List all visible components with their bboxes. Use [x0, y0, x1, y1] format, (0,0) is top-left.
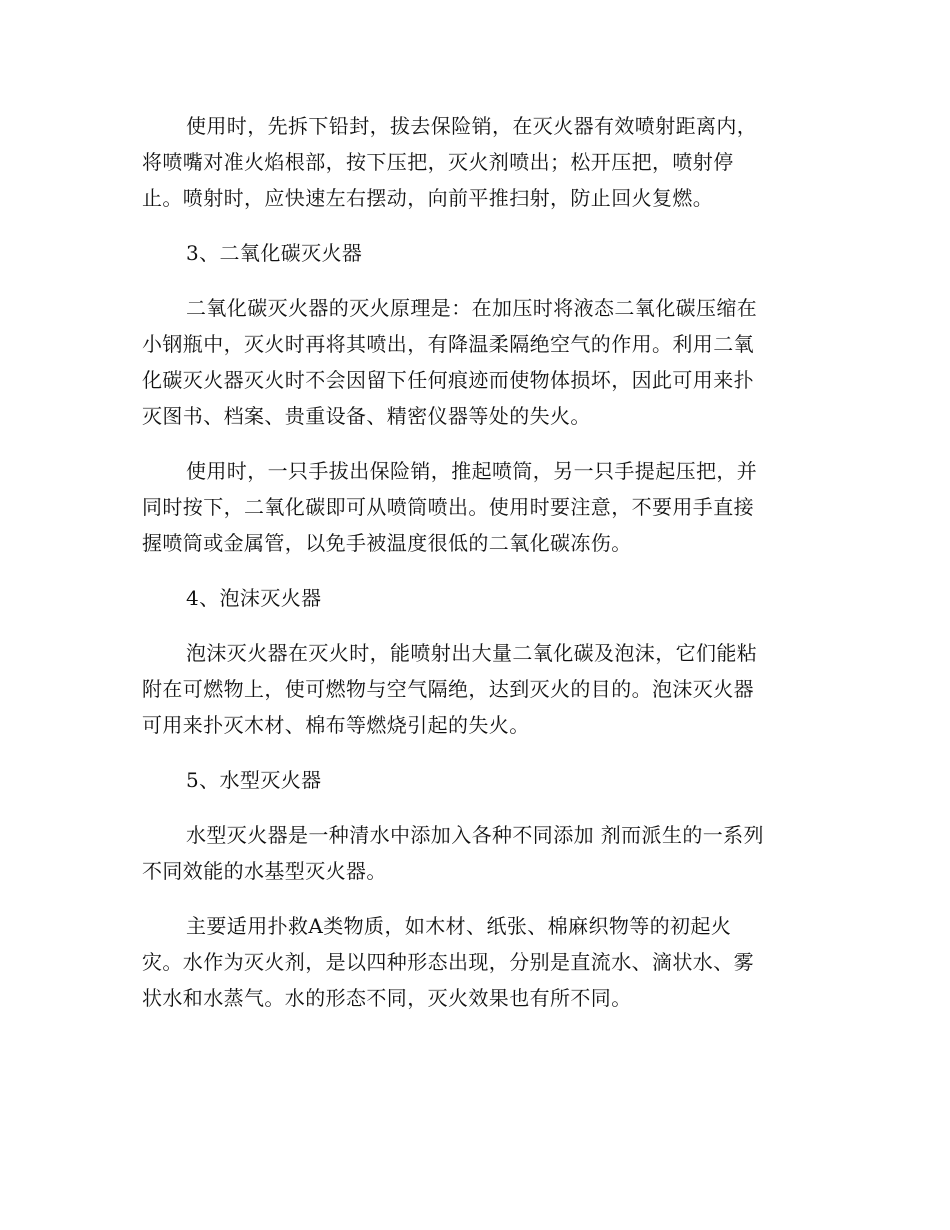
text-line: 主要适用扑救A类物质，如木材、纸张、棉麻织物等的初起火: [186, 914, 732, 938]
text-line: 泡沫灭火器在灭火时，能喷射出大量二氧化碳及泡沫，它们能粘: [186, 641, 758, 665]
paragraph-co2-usage: [142, 453, 812, 561]
paragraph-water-usage: [142, 908, 812, 1016]
text-line: 使用时，一只手拔出保险销，推起喷筒，另一只手提起压把，并: [186, 459, 758, 483]
text-line: 同时按下，二氧化碳即可从喷筒喷出。使用时要注意，不要用手直接: [142, 495, 754, 519]
text-line: 化碳灭火器灭火时不会因留下任何痕迹而使物体损坏，因此可用来扑: [142, 368, 754, 392]
text-line: 止。喷射时，应快速左右摆动，向前平推扫射，防止回火复燃。: [142, 186, 714, 210]
paragraph-usage-dry-powder: [142, 108, 812, 216]
text-line: 二氧化碳灭火器的灭火原理是：在加压时将液态二氧化碳压缩在: [186, 296, 758, 320]
paragraph-water-description: [142, 817, 812, 889]
text-line: 状水和水蒸气。水的形态不同，灭火效果也有所不同。: [142, 986, 632, 1010]
text-line: 可用来扑灭木材、棉布等燃烧引起的失火。: [142, 713, 530, 737]
section-heading-water-extinguisher: 5、水型灭火器: [186, 768, 322, 792]
text-line: 水型灭火器是一种清水中添加入各种不同添加 剂而派生的一系列: [186, 823, 764, 847]
section-heading-foam-extinguisher: 4、泡沫灭火器: [186, 586, 322, 610]
text-line: 灭图书、档案、贵重设备、精密仪器等处的失火。: [142, 404, 591, 428]
document-body: [142, 108, 812, 1035]
section-heading-co2-extinguisher: 3、二氧化碳灭火器: [186, 241, 363, 265]
text-line: 小钢瓶中，灭火时再将其喷出，有降温柔隔绝空气的作用。利用二氧: [142, 332, 754, 356]
text-line: 不同效能的水基型灭火器。: [142, 859, 387, 883]
text-line: 附在可燃物上，使可燃物与空气隔绝，达到灭火的目的。泡沫灭火器: [142, 677, 754, 701]
text-line: 使用时，先拆下铅封，拔去保险销，在灭火器有效喷射距离内，: [186, 114, 758, 138]
text-line: 将喷嘴对准火焰根部，按下压把，灭火剂喷出；松开压把，喷射停: [142, 150, 734, 174]
text-line: 握喷筒或金属管，以免手被温度很低的二氧化碳冻伤。: [142, 531, 632, 555]
text-line: 灾。水作为灭火剂，是以四种形态出现，分别是直流水、滴状水、雾: [142, 950, 754, 974]
paragraph-foam-description: [142, 635, 812, 743]
paragraph-co2-principle: [142, 290, 812, 434]
